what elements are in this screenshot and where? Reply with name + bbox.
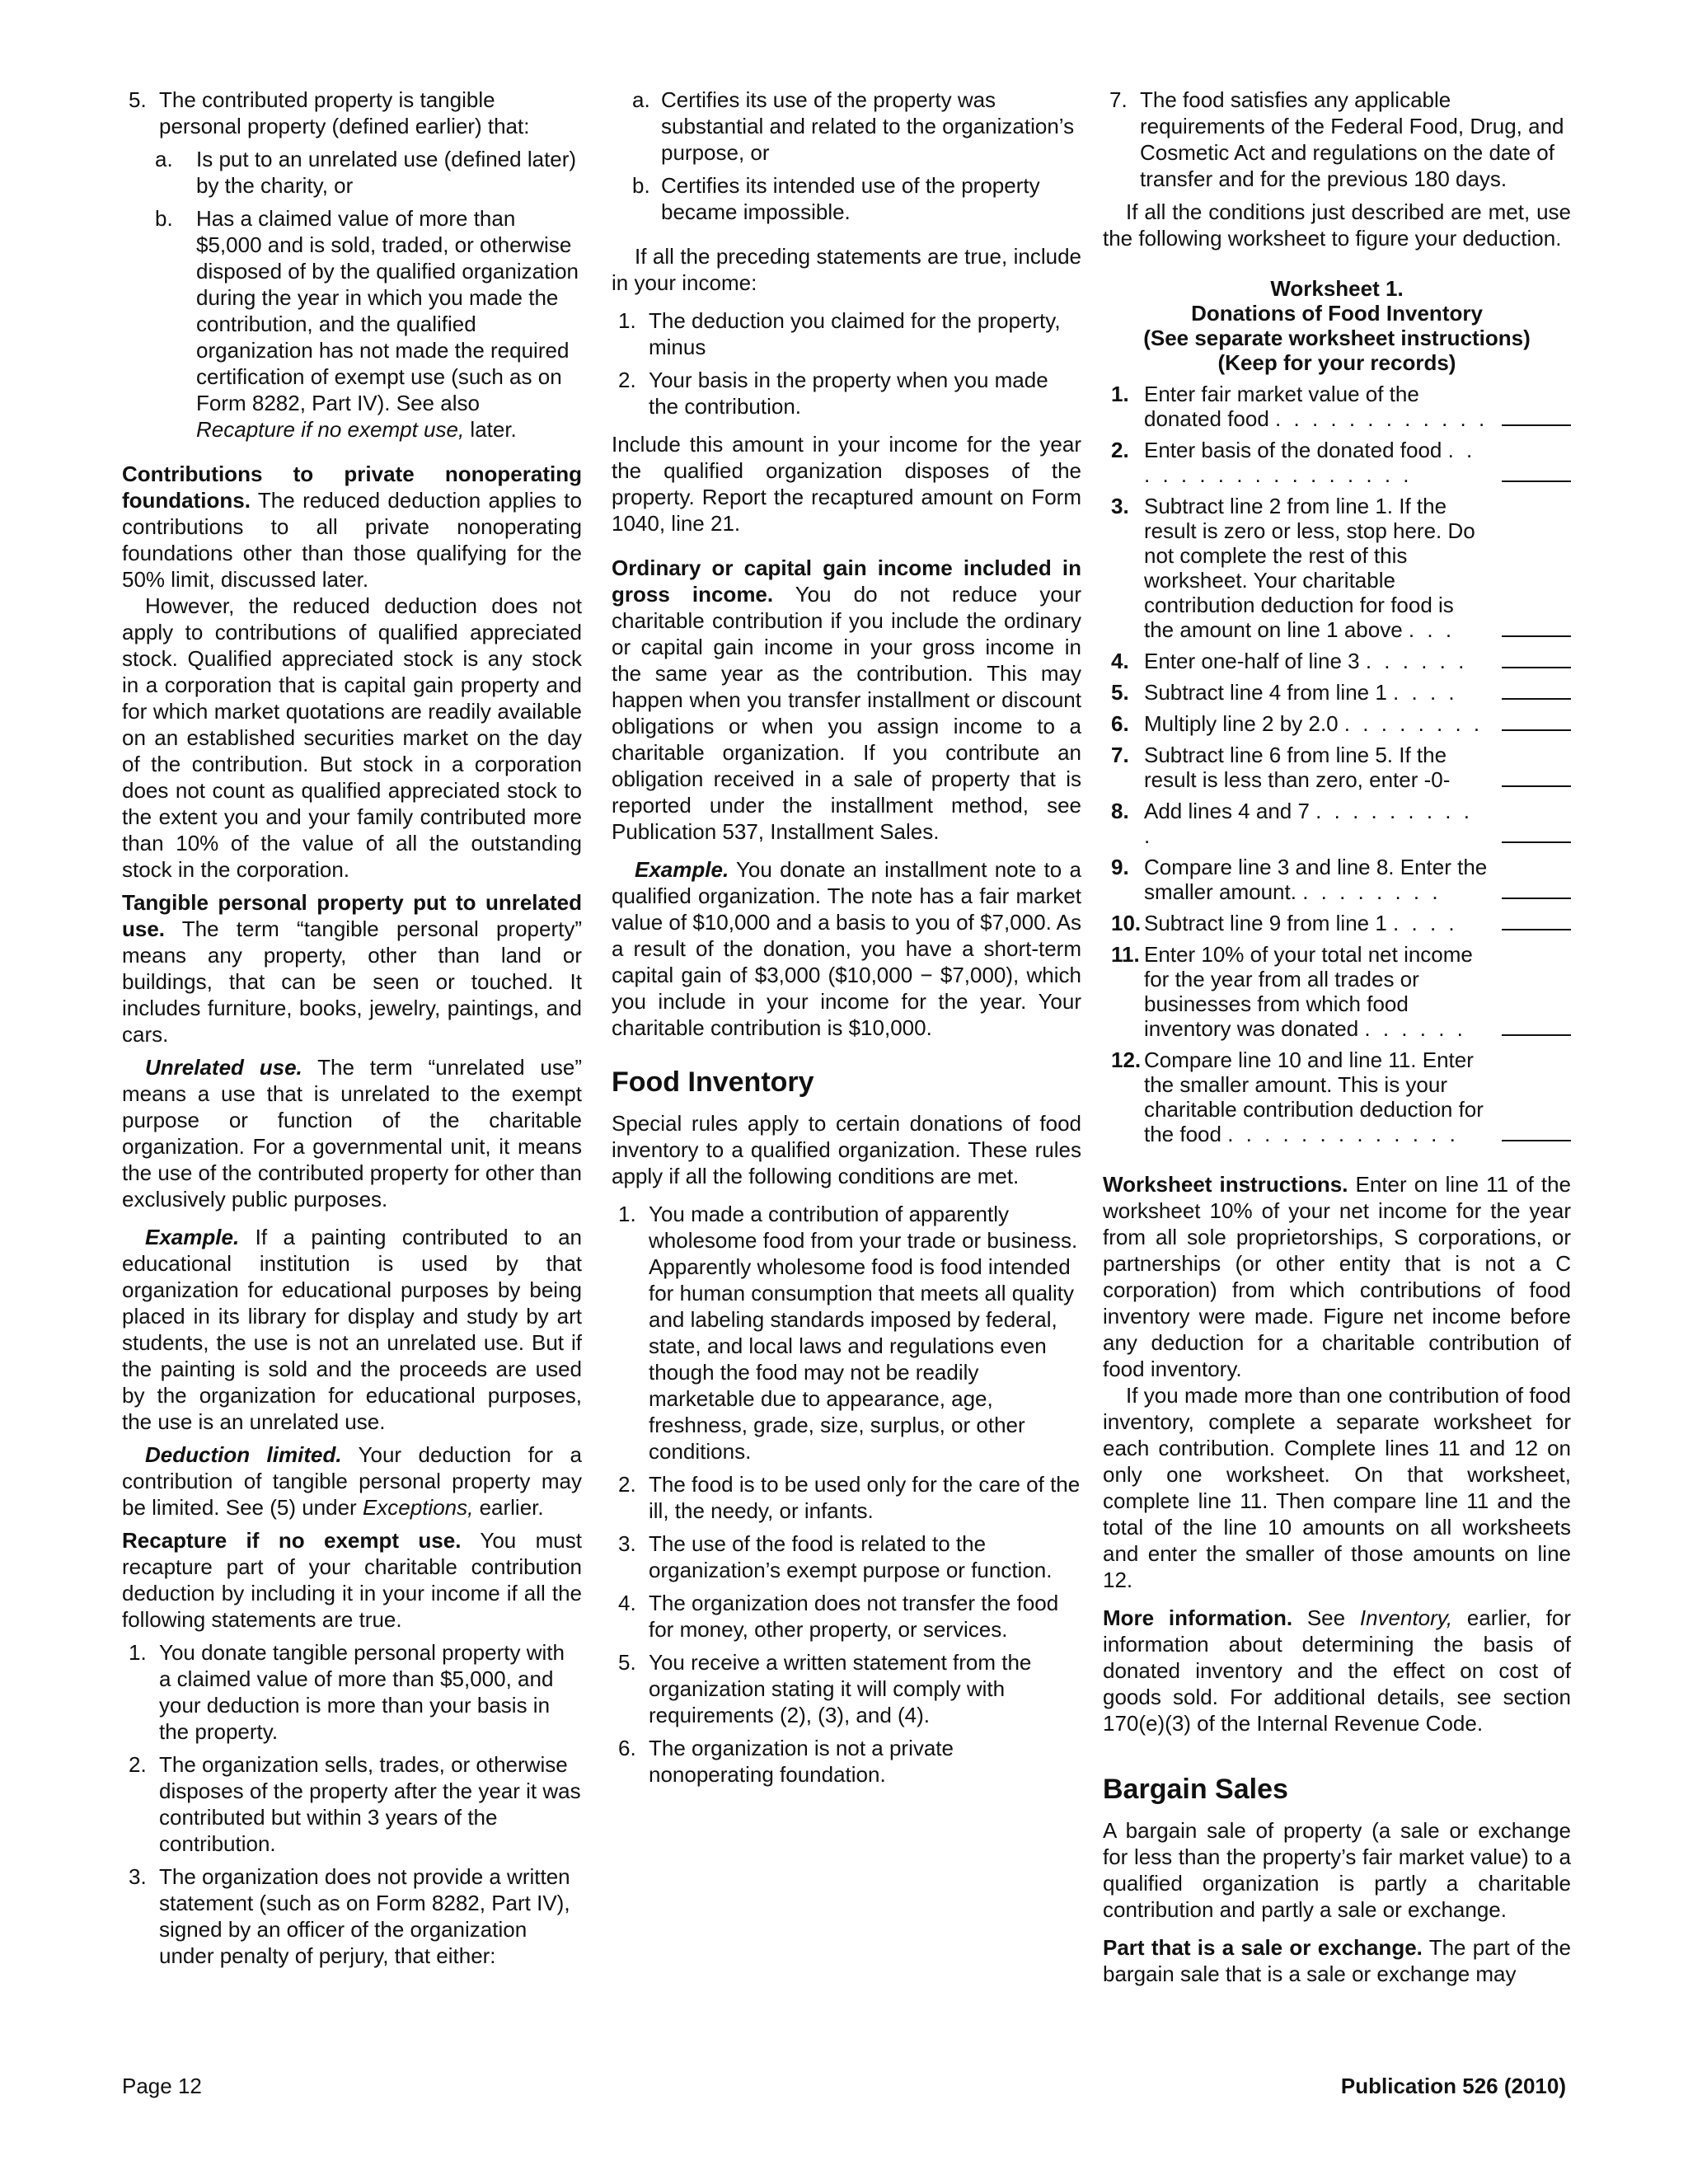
- entry-blank[interactable]: [1502, 1034, 1571, 1036]
- worksheet-line-number: 11.: [1111, 942, 1140, 967]
- entry-blank[interactable]: [1502, 1140, 1571, 1141]
- paragraph: Worksheet instructions. Enter on line 11 of the worksheet 10% of your net income for the year from all sole proprietorships, S corporations, or partnerships (or other entity that is not a C corporation) from which contributions of food inventory were made. Figure net income before any deduction for a charitable contribution of food inventory.: [1103, 1172, 1572, 1381]
- paragraph: If all the conditions just described are met, use the following worksheet to figure your deduction.: [1103, 199, 1571, 251]
- entry-blank[interactable]: [1502, 898, 1571, 899]
- worksheet-line: [1103, 911, 1571, 935]
- worksheet-line-number: 1.: [1111, 382, 1129, 406]
- list-item: 2. The organization sells, trades, or otherwise disposes of the property after the year it was contributed but within 3 years of the contribution.: [129, 1752, 581, 1856]
- paragraph: If you made more than one contribution of food inventory, complete a separate worksheet for each contribution. Complete lines 11 and 12 on only one worksheet. On that worksheet, complete line 11. Then compare line 11 and the total of the line 10 amounts on all worksheets and enter the smaller of those amounts on line 12.: [1103, 1383, 1571, 1592]
- paragraph: Example. If a painting contributed to an educational institution is used by that organization for educational purposes by being placed in its library for display and study by art students, the use is not an unrelated use. But if the painting is sold and the proceeds are used by the organization for educational purposes, the use is an unrelated use.: [122, 1225, 582, 1434]
- worksheet-line-number: 12.: [1111, 1047, 1142, 1072]
- entry-blank[interactable]: [1502, 698, 1571, 700]
- leader-dots: . . . .: [1393, 911, 1458, 935]
- list-item: 3. The organization does not provide a written statement (such as on Form 8282, Part IV), signed by an officer of the organization under penalty of perjury, that either:: [129, 1864, 570, 1968]
- worksheet-line-number: 3.: [1111, 494, 1129, 518]
- worksheet-line-text: Compare line 10 and line 11. Enter the smaller amount. This is your charitable contribution deduction for the food: [1144, 1047, 1484, 1146]
- worksheet-line-number: 8.: [1111, 799, 1129, 823]
- worksheet-lines: [1103, 382, 1571, 1146]
- paragraph: Tangible personal property put to unrelated use. The term “tangible personal property” means any property, other than land or buildings, that can be seen or touched. It includes furniture, books, jewelry, paintings, and cars.: [122, 890, 582, 1047]
- worksheet-line: [1103, 711, 1571, 736]
- worksheet-line: [1103, 382, 1571, 431]
- paragraph: Deduction limited. Your deduction for a contribution of tangible personal property may be limited. See (5) under Exceptions, earlier.: [122, 1442, 582, 1520]
- leader-dots: . . . . . . . . . . . . .: [1227, 1122, 1459, 1146]
- worksheet-line-number: 10.: [1111, 911, 1142, 935]
- paragraph: Include this amount in your income for the year the qualified organization disposes of the property. Report the recaptured amount on Form 1040, line 21.: [612, 432, 1081, 536]
- paragraph: If all the preceding statements are true, include in your income:: [612, 244, 1081, 295]
- worksheet-note: (See separate worksheet instructions): [1143, 326, 1531, 350]
- worksheet-line: [1103, 494, 1571, 642]
- entry-blank[interactable]: [1502, 480, 1571, 482]
- list-item: 5. The contributed property is tangible personal property (defined earlier) that:: [129, 87, 530, 138]
- entry-blank[interactable]: [1502, 785, 1571, 787]
- worksheet-line-text: Subtract line 9 from line 1: [1144, 911, 1387, 935]
- worksheet-line: [1103, 942, 1571, 1041]
- worksheet-line: [1103, 743, 1571, 792]
- paragraph: Part that is a sale or exchange. The part of the bargain sale that is a sale or exchange may: [1103, 1935, 1572, 1986]
- worksheet-line-number: 6.: [1111, 711, 1129, 736]
- list-item: 6. The organization is not a private nonoperating foundation.: [618, 1736, 954, 1787]
- worksheet-line: [1103, 649, 1571, 673]
- worksheet-line-text: Enter one-half of line 3: [1144, 649, 1360, 673]
- list-item: 2. Your basis in the property when you made the contribution.: [618, 368, 1048, 419]
- paragraph: Example. You donate an installment note to a qualified organization. The note has a fair market value of $10,000 and a basis to you of $7,000. As a result of the donation, you have a short-term capital gain of $3,000 ($10,000 − $7,000), which you include in your income for the year. Your charitable contribution is $10,000.: [612, 857, 1081, 1040]
- worksheet-line: [1103, 1047, 1571, 1146]
- entry-blank[interactable]: [1502, 424, 1571, 426]
- list-item: 1. You made a contribution of apparently wholesome food from your trade or business. Apparently wholesome food is food intended for human consumption that meets all quality and labeling standards imposed by federal, state, and local laws and regulations even though the food may not be readily marketable due to appearance, age, freshness, grade, size, surplus, or other conditions.: [618, 1202, 1078, 1464]
- leader-dots: . . . . . . . . . .: [1144, 799, 1473, 848]
- leader-dots: . . .: [1408, 617, 1456, 642]
- worksheet-line-text: Subtract line 2 from line 1. If the result is zero or less, stop here. Do not complete the rest of this worksheet. Your charitable contribution deduction for food is the amount on line 1 above: [1144, 494, 1475, 642]
- paragraph: Unrelated use. The term “unrelated use” means a use that is unrelated to the exempt purpose or function of the charitable organization. For a governmental unit, it means the use of the contributed property for other than exclusively public purposes.: [122, 1055, 582, 1212]
- worksheet-title: Worksheet 1.: [1270, 276, 1404, 301]
- section-heading: Bargain Sales: [1103, 1774, 1288, 1805]
- worksheet-line-number: 4.: [1111, 649, 1129, 673]
- worksheet-line-text: Subtract line 6 from line 5. If the result is less than zero, enter -0-: [1144, 743, 1451, 792]
- list-item: 7. The food satisfies any applicable requirements of the Federal Food, Drug, and Cosmetic Act and regulations on the date of transfer and for the previous 180 days.: [1109, 87, 1564, 191]
- worksheet-line-number: 2.: [1111, 438, 1129, 462]
- column-right: [1103, 87, 1571, 1987]
- list-subitem: a. Is put to an unrelated use (defined later) by the charity, or: [155, 147, 577, 198]
- paragraph: A bargain sale of property (a sale or exchange for less than the property’s fair market value) to a qualified organization is partly a charitable contribution and partly a sale or exchange.: [1103, 1818, 1571, 1922]
- leader-dots: . . . . . .: [1364, 1016, 1466, 1041]
- worksheet-line-text: Enter fair market value of the donated food: [1144, 382, 1419, 431]
- column-middle: [612, 87, 1081, 1788]
- worksheet-line-text: Add lines 4 and 7: [1144, 799, 1310, 823]
- worksheet-line-text: Compare line 3 and line 8. Enter the smaller amount.: [1144, 855, 1488, 904]
- list-item: 2. The food is to be used only for the care of the ill, the needy, or infants.: [618, 1472, 1081, 1523]
- worksheet-line: [1103, 799, 1571, 848]
- leader-dots: . . . . . .: [1365, 649, 1468, 673]
- page-number: Page 12: [122, 2074, 202, 2098]
- leader-dots: . . . . . . . . . . . . . . . . .: [1144, 438, 1476, 487]
- worksheet-line: [1103, 438, 1571, 487]
- paragraph: Contributions to private nonoperating foundations. The reduced deduction applies to contributions to all private nonoperating foundations other than those qualifying for the 50% limit, discussed later.: [122, 462, 582, 592]
- entry-blank[interactable]: [1502, 841, 1571, 843]
- paragraph: Recapture if no exempt use. You must recapture part of your charitable contribution deduction by including it in your income if all the following statements are true.: [122, 1528, 582, 1632]
- leader-dots: . . . . . . . .: [1343, 711, 1484, 736]
- list-subitem: b. Certifies its intended use of the property became impossible.: [632, 173, 1040, 224]
- worksheet: [1103, 276, 1571, 1146]
- paragraph: However, the reduced deduction does not apply to contributions of qualified appreciated stock. Qualified appreciated stock is any stock in a corporation that is capital gain property and for which market quotations are readily available on an established securities market on the day of the contribution. But stock in a corporation does not count as qualified appreciated stock to the extent you and your family contributed more than 10% of the value of all the outstanding stock in the corporation.: [122, 593, 582, 882]
- list-item: 3. The use of the food is related to the organization’s exempt purpose or function.: [618, 1531, 1053, 1582]
- worksheet-line-number: 7.: [1111, 743, 1129, 767]
- entry-blank[interactable]: [1502, 929, 1571, 930]
- list-item: 1. You donate tangible personal property with a claimed value of more than $5,000, and your deduction is more than your basis in the property.: [129, 1640, 565, 1744]
- leader-dots: . . . . . . . .: [1302, 879, 1442, 904]
- publication-label: Publication 526 (2010): [1340, 2074, 1566, 2098]
- worksheet-line: [1103, 680, 1571, 705]
- worksheet-line-number: 9.: [1111, 855, 1129, 879]
- entry-blank[interactable]: [1502, 729, 1571, 731]
- worksheet-line-text: Enter basis of the donated food: [1144, 438, 1442, 462]
- list-item: 4. The organization does not transfer the food for money, other property, or services.: [618, 1591, 1059, 1642]
- list-item: 1. The deduction you claimed for the property, minus: [618, 308, 1061, 359]
- list-item: 5. You receive a written statement from the organization stating it will comply with requirements (2), (3), and (4).: [618, 1650, 1032, 1727]
- worksheet-line-number: 5.: [1111, 680, 1129, 705]
- entry-blank[interactable]: [1502, 635, 1571, 637]
- paragraph: More information. See Inventory, earlier, for information about determining the basis of donated inventory and the effect on cost of goods sold. For additional details, see section 170(e)(3) of the Internal Revenue Code.: [1103, 1605, 1571, 1736]
- worksheet-keep: (Keep for your records): [1217, 350, 1456, 375]
- list-subitem: a. Certifies its use of the property was substantial and related to the organization’s purpose, or: [632, 87, 1075, 165]
- worksheet-line-text: Multiply line 2 by 2.0: [1144, 711, 1339, 736]
- worksheet-line: [1103, 855, 1571, 904]
- entry-blank[interactable]: [1502, 667, 1571, 668]
- paragraph: Ordinary or capital gain income included in gross income. You do not reduce your charitable contribution if you include the ordinary or capital gain income in your gross income in the same year as the contribution. This may happen when you transfer installment or discount obligations or when you assign income to a charitable organization. If you contribute an obligation received in a sale of property that is reported under the installment method, see Publication 537, Installment Sales.: [612, 555, 1081, 844]
- section-heading: Food Inventory: [612, 1066, 814, 1098]
- worksheet-line-text: Subtract line 4 from line 1: [1144, 680, 1387, 705]
- list-subitem: b. Has a claimed value of more than $5,000 and is sold, traded, or otherwise disposed of by the qualified organization during the year in which you made the contribution, and the qualified organization has not made the required certification of exempt use (such as on Form 8282, Part IV). See also Recapture if no exempt use, later.: [155, 206, 579, 442]
- column-left: [122, 87, 582, 1969]
- paragraph: Special rules apply to certain donations of food inventory to a qualified organization. These rules apply if all the following conditions are met.: [612, 1111, 1081, 1188]
- leader-dots: . . . . . . . . . . . .: [1275, 406, 1489, 431]
- leader-dots: . . . .: [1393, 680, 1458, 705]
- worksheet-line-text: Enter 10% of your total net income for the year from all trades or businesses from which food inventory was donated: [1144, 942, 1473, 1041]
- worksheet-subtitle: Donations of Food Inventory: [1191, 301, 1483, 326]
